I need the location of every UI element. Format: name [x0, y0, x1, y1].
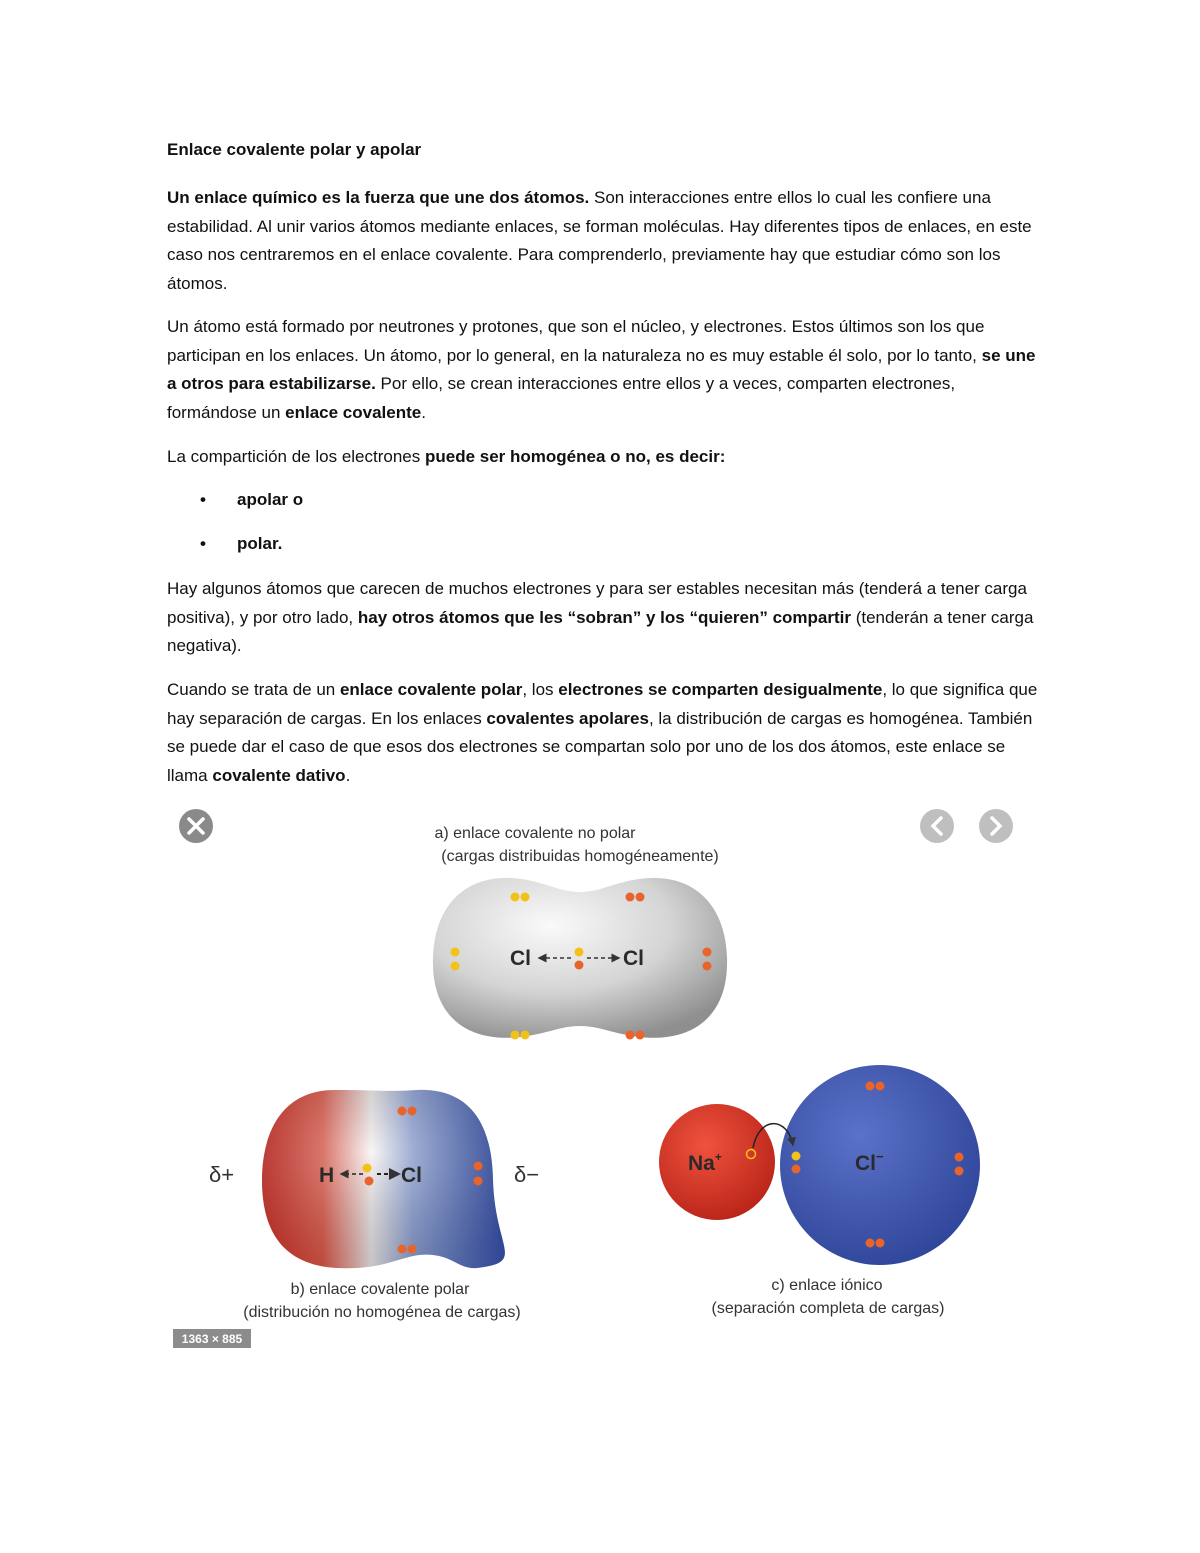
- p2-bold-2: enlace covalente: [285, 402, 422, 422]
- nacl-ions: [659, 1065, 980, 1265]
- caption-a-sub: (cargas distribuidas homogéneamente): [441, 848, 719, 865]
- close-button[interactable]: [179, 809, 213, 843]
- caption-b-sub: (distribución no homogénea de cargas): [243, 1304, 521, 1321]
- delta-minus-label: δ−: [514, 1162, 540, 1187]
- paragraph-2: [167, 313, 1047, 427]
- atom-label-cl-hcl: Cl: [401, 1164, 422, 1187]
- atom-label-h: H: [319, 1164, 335, 1187]
- list-item: [200, 530, 303, 574]
- p5-text-a: Cuando se trata de un: [167, 680, 340, 699]
- paragraph-5: [167, 676, 1047, 790]
- p4-bold: hay otros átomos que les “sobran” y los “quieren” compartir: [357, 607, 851, 627]
- p1-text: Son interacciones entre ellos lo cual les confiere una estabilidad. Al unir varios átomos mediante enlaces, se forman moléculas. Hay diferentes tipos de enlaces, en este caso nos centraremos en el enlace covalente. Para comprenderlo, previamente hay que estudiar cómo son los átomos.: [167, 188, 1032, 293]
- hcl-molecule: [262, 1090, 505, 1268]
- caption-c: c) enlace iónico: [771, 1277, 883, 1294]
- p5-text-c: , los: [522, 680, 559, 699]
- image-size-text: 1363 × 885: [181, 1332, 243, 1346]
- bullet-text: apolar o: [237, 490, 304, 509]
- atom-label-cl-right: Cl: [623, 947, 644, 970]
- atom-label-cl-left: Cl: [510, 947, 531, 970]
- p2-text-d: .: [421, 402, 426, 422]
- bullet-list: [200, 486, 303, 574]
- ion-label-cl: Cl−: [855, 1149, 884, 1175]
- p2-bold-1: se une a otros para estabilizarse.: [167, 345, 1036, 394]
- paragraph-4: [167, 575, 1047, 661]
- document-title: Enlace covalente polar y apolar: [167, 140, 422, 159]
- p5-bold-2: electrones se comparten desigualmente: [558, 680, 883, 699]
- bond-types-figure: [167, 800, 1047, 1355]
- image-size-badge: [173, 1329, 251, 1348]
- list-item: [200, 486, 303, 530]
- p5-bold-1: enlace covalente polar: [339, 680, 523, 699]
- p2-text-a: Un átomo está formado por neutrones y protones, que son el núcleo, y electrones. Estos últimos son los que participan en los enlaces. Un átomo, por lo general, en la naturaleza no es muy estable él solo, por lo tanto,: [167, 317, 985, 365]
- caption-a: a) enlace covalente no polar: [434, 825, 636, 842]
- bullet-icon: •: [200, 534, 206, 553]
- p5-bold-3: covalentes apolares: [486, 708, 649, 728]
- p5-bold-4: covalente dativo: [212, 765, 346, 785]
- p5-text-e: , la distribución de cargas es homogénea. También se puede dar el caso de que esos dos electrones se compartan solo por uno de los dos átomos, este enlace se llama: [167, 708, 1033, 785]
- p4-text-c: (tenderán a tener carga negativa).: [167, 607, 1034, 656]
- caption-c-sub: (separación completa de cargas): [711, 1300, 945, 1317]
- next-button[interactable]: [979, 809, 1013, 843]
- previous-button[interactable]: [920, 809, 954, 843]
- p4-text-a: Hay algunos átomos que carecen de muchos electrones y para ser estables necesitan más (tenderá a tener carga positiva), y por otro lado,: [167, 579, 1027, 627]
- bullet-icon: •: [200, 490, 206, 509]
- p5-text-d: , lo que significa que hay separación de cargas. En los enlaces: [167, 680, 1038, 728]
- paragraph-3: [167, 443, 1047, 472]
- cl2-molecule: [433, 878, 727, 1040]
- delta-plus-label: δ+: [209, 1162, 235, 1187]
- p3-bold: puede ser homogénea o no, es decir:: [424, 447, 726, 466]
- p1-bold: Un enlace químico es la fuerza que une dos átomos.: [167, 188, 590, 207]
- p2-text-c: Por ello, se crean interacciones entre ellos y a veces, comparten electrones, formándose un: [167, 374, 956, 422]
- p5-text-f: .: [345, 765, 351, 785]
- ion-label-na: Na+: [688, 1150, 722, 1175]
- p3-text-a: La compartición de los electrones: [167, 447, 425, 466]
- bullet-text: polar.: [237, 534, 283, 553]
- caption-b: b) enlace covalente polar: [290, 1281, 470, 1298]
- paragraph-1: [167, 184, 1047, 298]
